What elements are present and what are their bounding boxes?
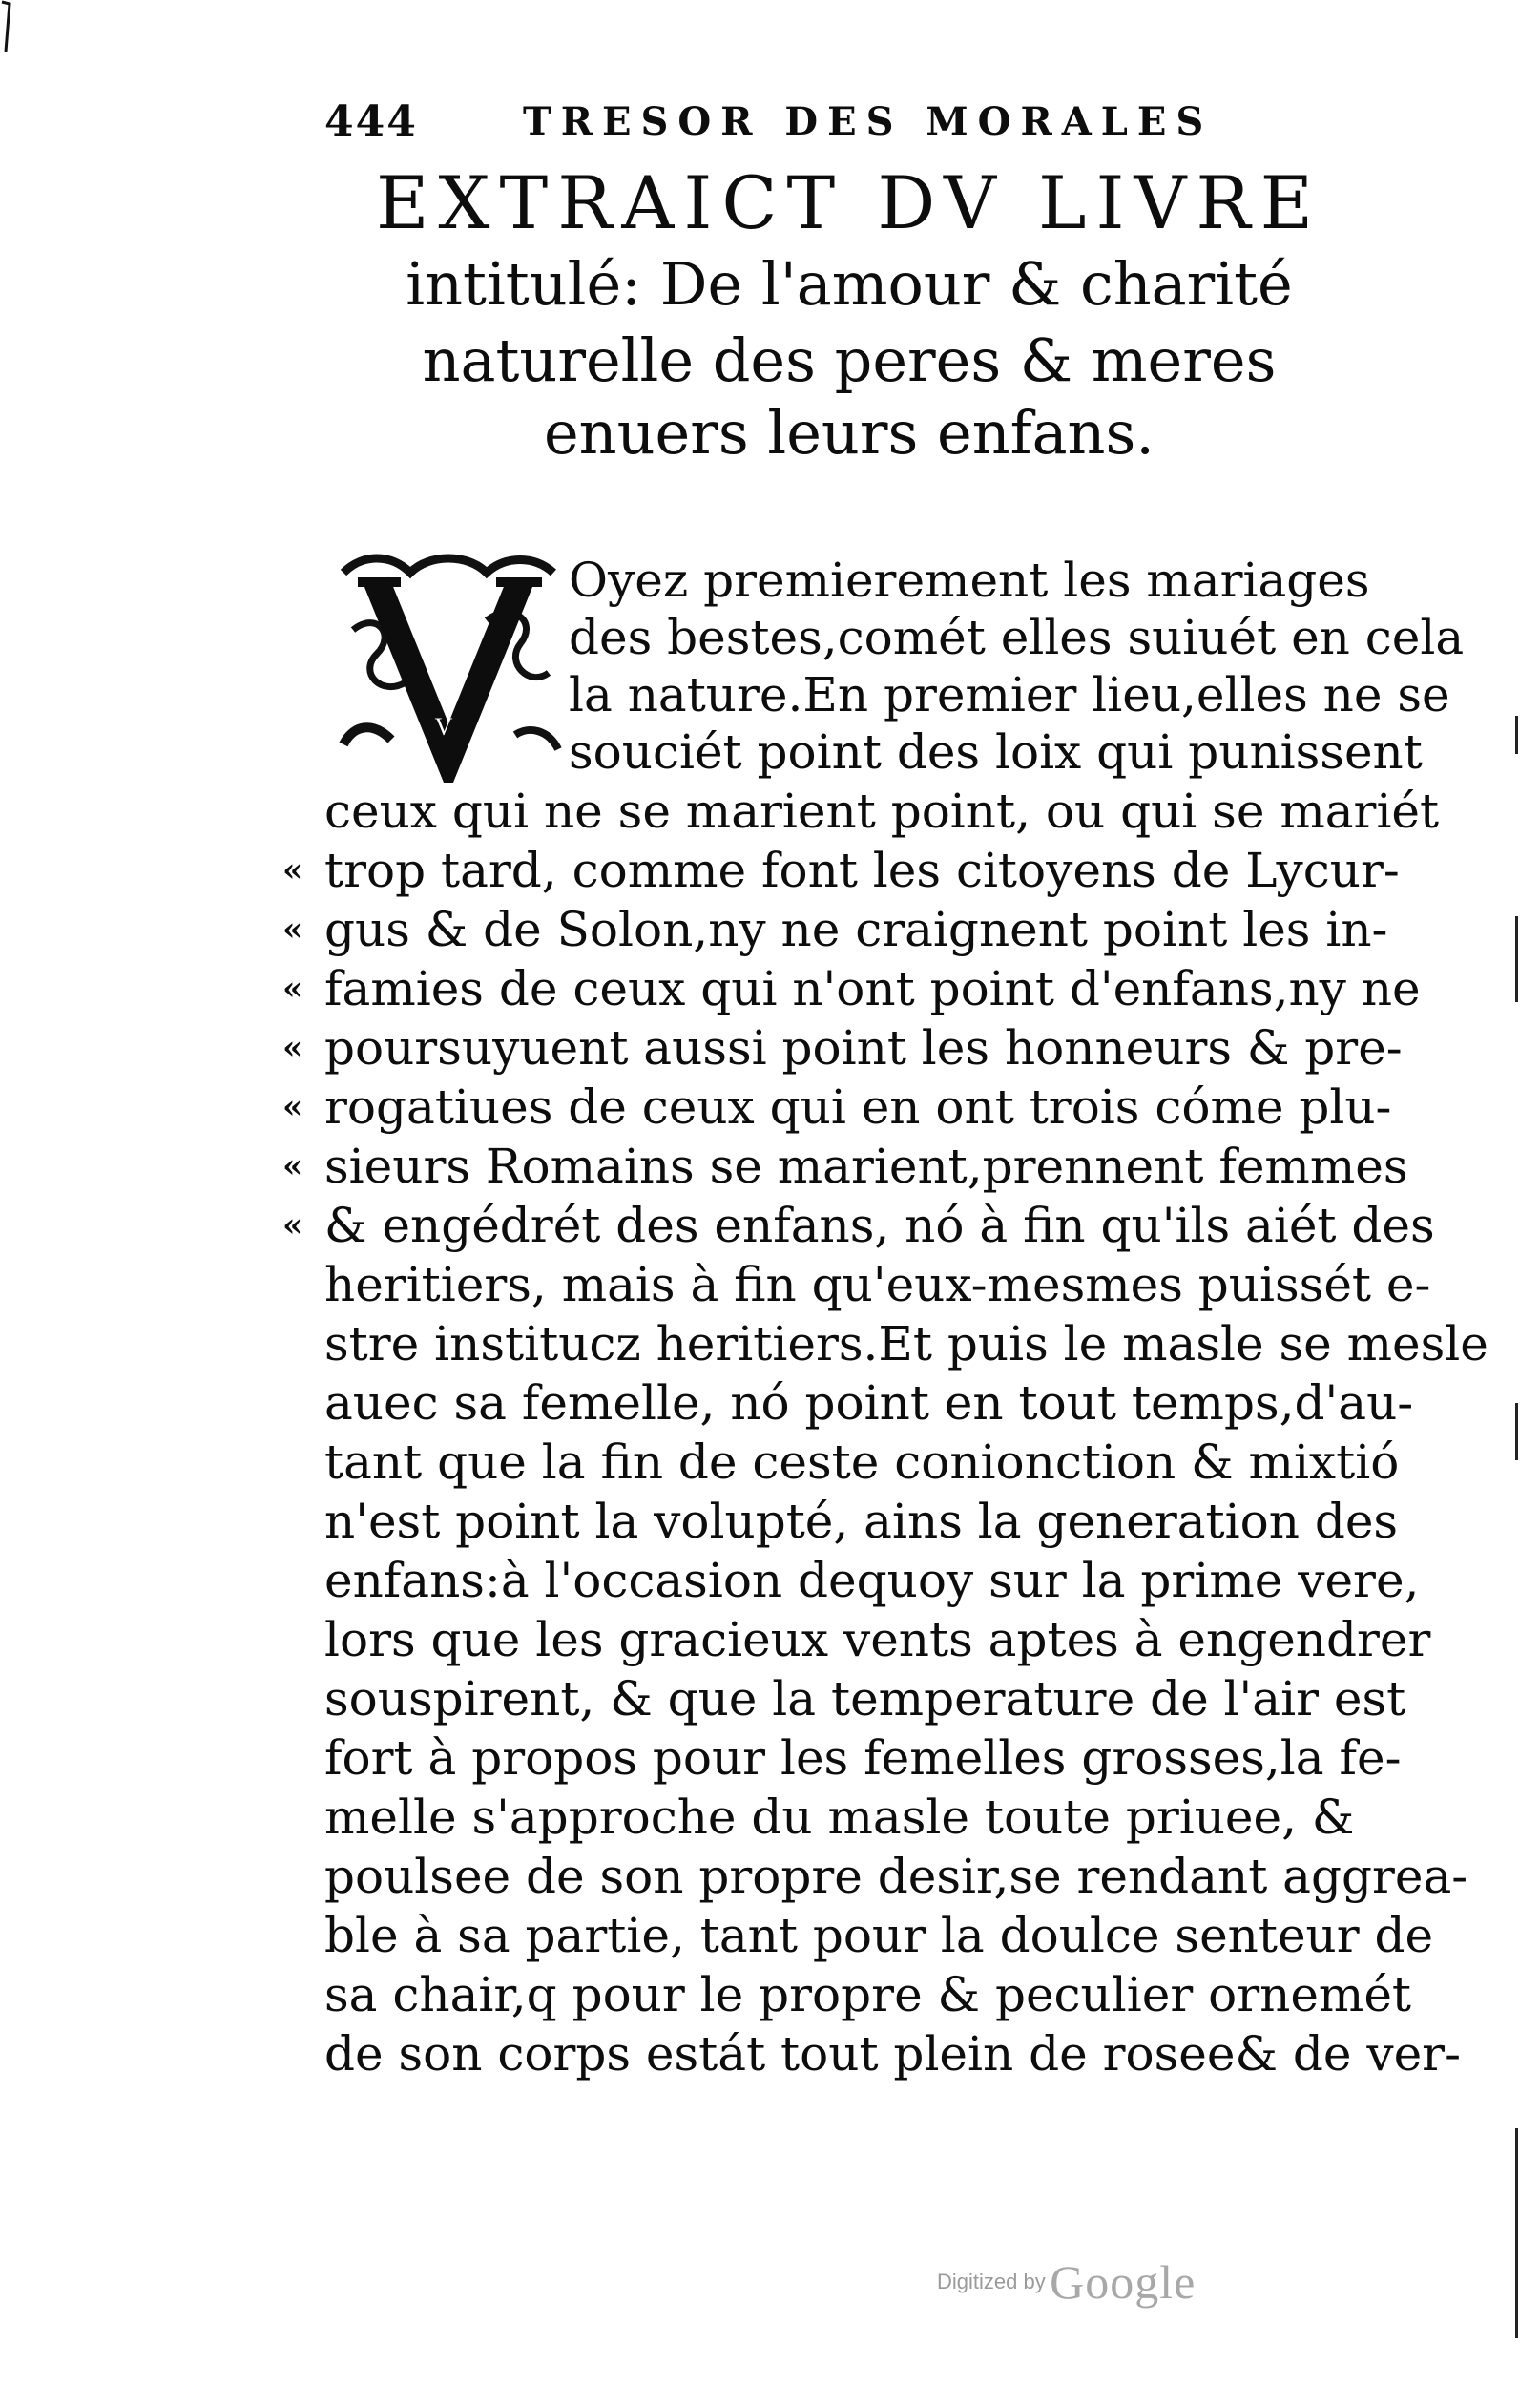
subtitle-line: enuers leurs enfans.: [543, 398, 1155, 468]
watermark-brand: Google: [1050, 2255, 1197, 2309]
text-line: lors que les gracieux vents aptes à engendrer: [324, 1612, 1431, 1667]
quote-marker: «: [282, 1029, 303, 1067]
watermark-prefix: Digitized by: [937, 2270, 1046, 2293]
text-line: trop tard, comme font les citoyens de Lycur-: [324, 843, 1400, 898]
text-line: melle s'approche du masle toute priuee, &: [324, 1790, 1355, 1845]
text-line: poulsee de son propre desir,se rendant aggrea-: [324, 1849, 1468, 1904]
digitization-watermark: [937, 2254, 1196, 2310]
text-line: famies de ceux qui n'ont point d'enfans,ny ne: [324, 961, 1421, 1016]
subtitle-line: naturelle des peres & meres: [422, 325, 1277, 395]
text-line: des bestes,comét elles suiuét en cela: [569, 610, 1465, 665]
gutter-mark: [1515, 916, 1518, 1002]
dropcap-letter: V: [434, 713, 453, 741]
quote-marker: «: [282, 1147, 303, 1185]
quote-marker: «: [282, 1206, 303, 1245]
text-line: tant que la fin de ceste conionction & mixtió: [324, 1434, 1400, 1490]
quote-marker: «: [282, 1088, 303, 1126]
gutter-mark: [1515, 1403, 1518, 1460]
text-line: & engédrét des enfans, nó à fin qu'ils aiét des: [324, 1198, 1435, 1253]
quote-marker: «: [282, 910, 303, 949]
subtitle-line: intitulé: De l'amour & charité: [406, 249, 1293, 319]
text-line: Oyez premierement les mariages: [569, 553, 1370, 608]
text-line: fort à propos pour les femelles grosses,la fe-: [324, 1730, 1402, 1786]
text-line: rogatiues de ceux qui en ont trois cóme plu-: [324, 1079, 1392, 1135]
ornamental-dropcap: [324, 544, 563, 783]
quote-marker: «: [282, 970, 303, 1008]
text-line: stre institucz heritiers.Et puis le masle se mesle: [324, 1316, 1488, 1371]
text-line: poursuyuent aussi point les honneurs & pre-: [324, 1020, 1403, 1076]
text-line: souspirent, & que la temperature de l'air est: [324, 1671, 1406, 1727]
text-line: ble à sa partie, tant pour la doulce senteur de: [324, 1908, 1434, 1963]
text-line: ceux qui ne se marient point, ou qui se mariét: [324, 784, 1440, 839]
corner-ink-mark: [0, 0, 13, 53]
quote-marker: «: [282, 851, 303, 890]
text-line: enfans:à l'occasion dequoy sur la prime vere,: [324, 1553, 1420, 1608]
running-title: TRESOR DES MORALES: [523, 99, 1214, 144]
text-line: la nature.En premier lieu,elles ne se: [569, 667, 1450, 722]
text-line: sieurs Romains se marient,prennent femmes: [324, 1139, 1408, 1194]
text-line: n'est point la volupté, ains la generation des: [324, 1494, 1399, 1549]
section-title: EXTRAICT DV LIVRE: [375, 160, 1323, 245]
page-number: 444: [324, 97, 418, 146]
text-line: auec sa femelle, nó point en tout temps,d'au-: [324, 1375, 1414, 1431]
gutter-mark: [1515, 716, 1518, 754]
text-line: gus & de Solon,ny ne craignent point les in-: [324, 902, 1388, 957]
gutter-mark: [1515, 2128, 1518, 2338]
text-line: de son corps estát tout plein de rosee& de ver-: [324, 2026, 1461, 2082]
text-line: souciét point des loix qui punissent: [569, 724, 1423, 780]
text-line: sa chair,q pour le propre & peculier ornemét: [324, 1967, 1412, 2022]
text-line: heritiers, mais à fin qu'eux-mesmes puissét e-: [324, 1257, 1431, 1312]
